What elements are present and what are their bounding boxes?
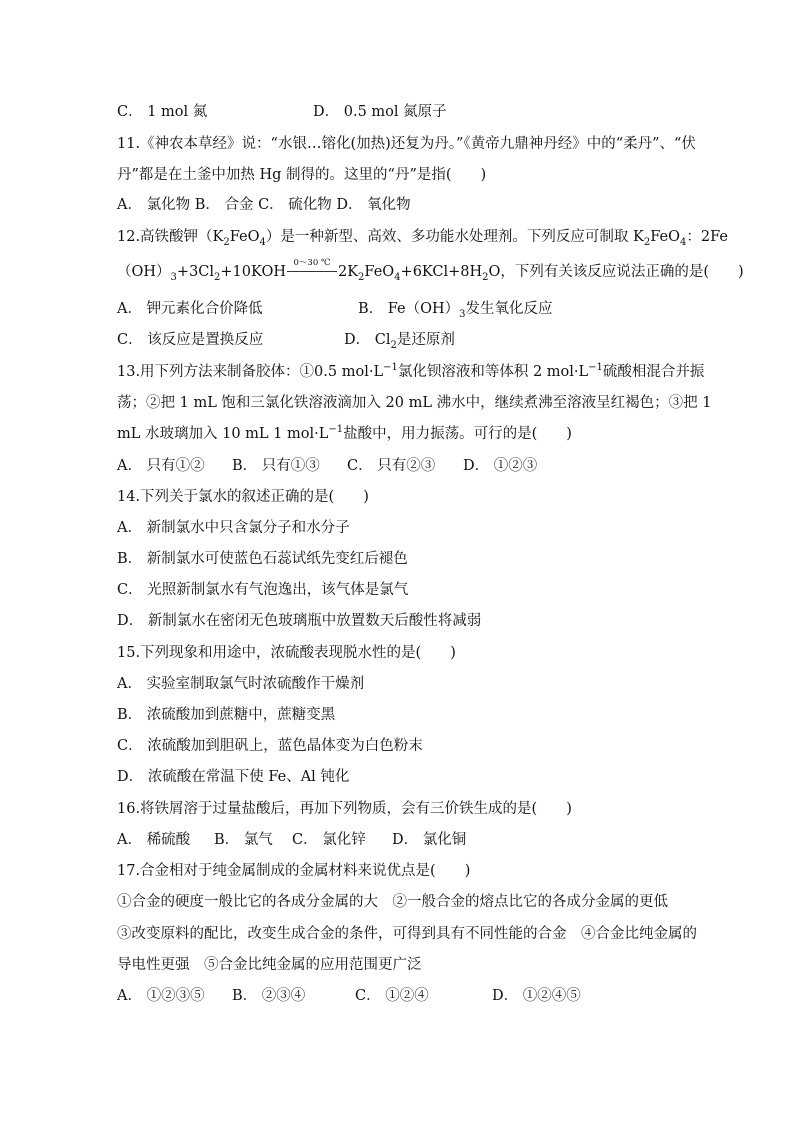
q15-option-a: A． 实验室制取氯气时浓硫酸作干燥剂 [117, 676, 365, 692]
q12-option-b: B． $Fe(OH)_3$发生氧化反应 [358, 301, 553, 320]
q13-stem-line2: 荡；②把 1 mL 饱和三氯化铁溶液滴加入 20 mL 沸水中，继续煮沸至溶液呈红褐色；③把 1 [117, 395, 712, 411]
q17-statements-line2: ③改变原料的配比，改变生成合金的条件，可得到具有不同性能的合金 ④合金比纯金属的 [117, 926, 697, 942]
q17-option-a: A． ①②③⑤ [117, 988, 205, 1004]
q13-option-c: C． 只有②③ [347, 458, 436, 474]
q17-statements-line1: ①合金的硬度一般比它的各成分金属的大 ②一般合金的熔点比它的各成分金属的更低 [117, 894, 668, 910]
q15-option-b: B． 浓硫酸加到蔗糖中，蔗糖变黑 [117, 707, 336, 723]
q16-option-d: D． 氯化铜 [392, 832, 467, 848]
q10-option-d: D． 0.5 mol 氮原子 [313, 104, 447, 120]
q14-option-d: D． 新制氯水在密闭无色玻璃瓶中放置数天后酸性将减弱 [117, 613, 482, 629]
q13-option-d: D． ①②③ [463, 458, 538, 474]
q15-option-d: D． 浓硫酸在常温下使 Fe、Al 钝化 [117, 769, 350, 785]
q11-options: A． 氯化物 B． 合金 C． 硫化物 D． 氧化物 [117, 197, 411, 213]
q12-option-a: A． 钾元素化合价降低 [117, 301, 263, 317]
q14-option-a: A． 新制氯水中只含氯分子和水分子 [117, 520, 350, 536]
q11-stem-line1: 11.《神农本草经》说：“水银…镕化(加热)还复为丹。”《黄帝九鼎神丹经》中的“柔丹”、“伏 [117, 136, 696, 152]
q15-option-c: C． 浓硫酸加到胆矾上，蓝色晶体变为白色粉末 [117, 738, 423, 754]
q14-stem: 14.下列关于氯水的叙述正确的是( ) [117, 489, 369, 505]
q16-option-a: A． 稀硫酸 [117, 832, 191, 848]
q17-option-c: C． ①②④ [355, 988, 429, 1004]
q17-option-b: B． ②③④ [232, 988, 306, 1004]
q14-option-b: B． 新制氯水可使蓝色石蕊试纸先变红后褪色 [117, 551, 408, 567]
q12-stem-line2: $(OH)_3+3Cl_2+10KOH$ 0～30 ℃ $2K_2FeO_4+6KCl+8H_2O$，下列有关该反应说法正确的是( ) [117, 258, 744, 283]
q13-option-b: B． 只有①③ [232, 458, 320, 474]
reaction-condition-arrow: 0～30 ℃ [287, 264, 337, 280]
q12-option-d: D． $Cl_2$是还原剂 [344, 332, 455, 351]
q12-stem-line1: 12.高铁酸钾$(K_2FeO_4)$是一种新型、高效、多功能水处理剂。下列反应可制取 $K_2FeO_4$：2Fe [117, 229, 728, 248]
q10-option-c: C． 1 mol 氮 [117, 104, 208, 120]
q13-option-a: A． 只有①② [117, 458, 205, 474]
q13-stem-line1: 13.用下列方法来制备胶体：①0.5 $mol\cdot L^{-1}$氯化钡溶液和等体积 2 $mol\cdot L^{-1}$硫酸相混合并振 [117, 362, 705, 380]
q15-stem: 15.下列现象和用途中，浓硫酸表现脱水性的是( ) [117, 645, 456, 661]
q11-stem-line2: 丹”都是在土釜中加热 Hg 制得的。这里的“丹”是指( ) [117, 167, 487, 183]
q16-option-b: B． 氯气 [214, 832, 273, 848]
q16-stem: 16.将铁屑溶于过量盐酸后，再加下列物质，会有三价铁生成的是( ) [117, 801, 572, 817]
q17-stem: 17.合金相对于纯金属制成的金属材料来说优点是( ) [117, 863, 471, 879]
q12-option-c: C． 该反应是置换反应 [117, 332, 264, 348]
q16-option-c: C． 氯化锌 [292, 832, 366, 848]
q17-statements-line3: 导电性更强 ⑤合金比纯金属的应用范围更广泛 [117, 957, 422, 973]
q17-option-d: D． ①②④⑤ [492, 988, 581, 1004]
q14-option-c: C． 光照新制氯水有气泡逸出，该气体是氯气 [117, 582, 409, 598]
q13-stem-line3: mL 水玻璃加入 10 mL 1 $mol\cdot L^{-1}$盐酸中，用力振荡。可行的是( ) [117, 424, 572, 442]
